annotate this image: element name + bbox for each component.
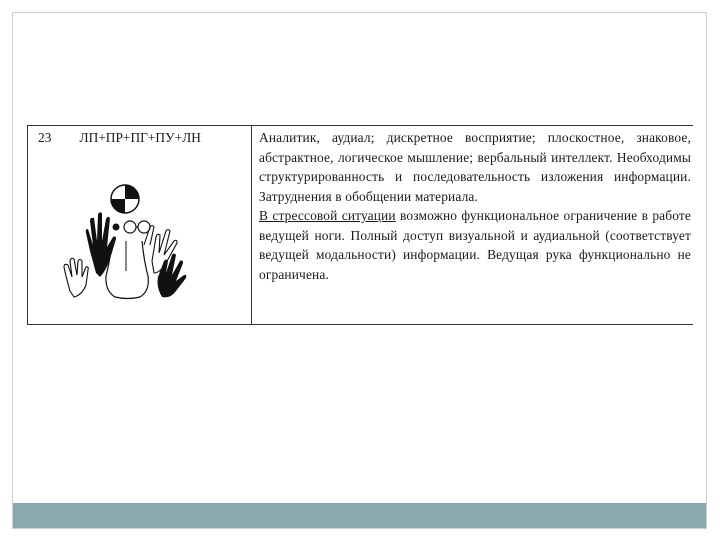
- footer-bar: [13, 503, 706, 528]
- profile-table: [27, 125, 693, 325]
- description-paragraph-2: [259, 206, 691, 284]
- description-paragraph-1: Аналитик, аудиал; дискретное восприятие; плоскостное, знаковое, абстрактное, логическое мышление; вербальный интеллект. Необходимы структурированность и последовательность изложения информации. Затруднения в обобщении материала.: [259, 130, 691, 204]
- description-underlined-phrase: В стрессовой ситуации: [259, 208, 396, 223]
- profile-code: ЛП+ПР+ПГ+ПУ+ЛН: [79, 130, 201, 145]
- human-figure-hands-icon: [60, 181, 190, 301]
- profile-cell: [74, 126, 252, 325]
- table-row: [28, 126, 694, 325]
- row-number: 23: [28, 126, 74, 325]
- description-paragraph-2-rest: возможно функциональное ограничение в работе ведущей ноги. Полный доступ визуальной и аудиальной (соответствует ведущей модальности) информации. Ведущая рука функционально не ограничена.: [259, 208, 691, 282]
- description-cell: [252, 126, 694, 325]
